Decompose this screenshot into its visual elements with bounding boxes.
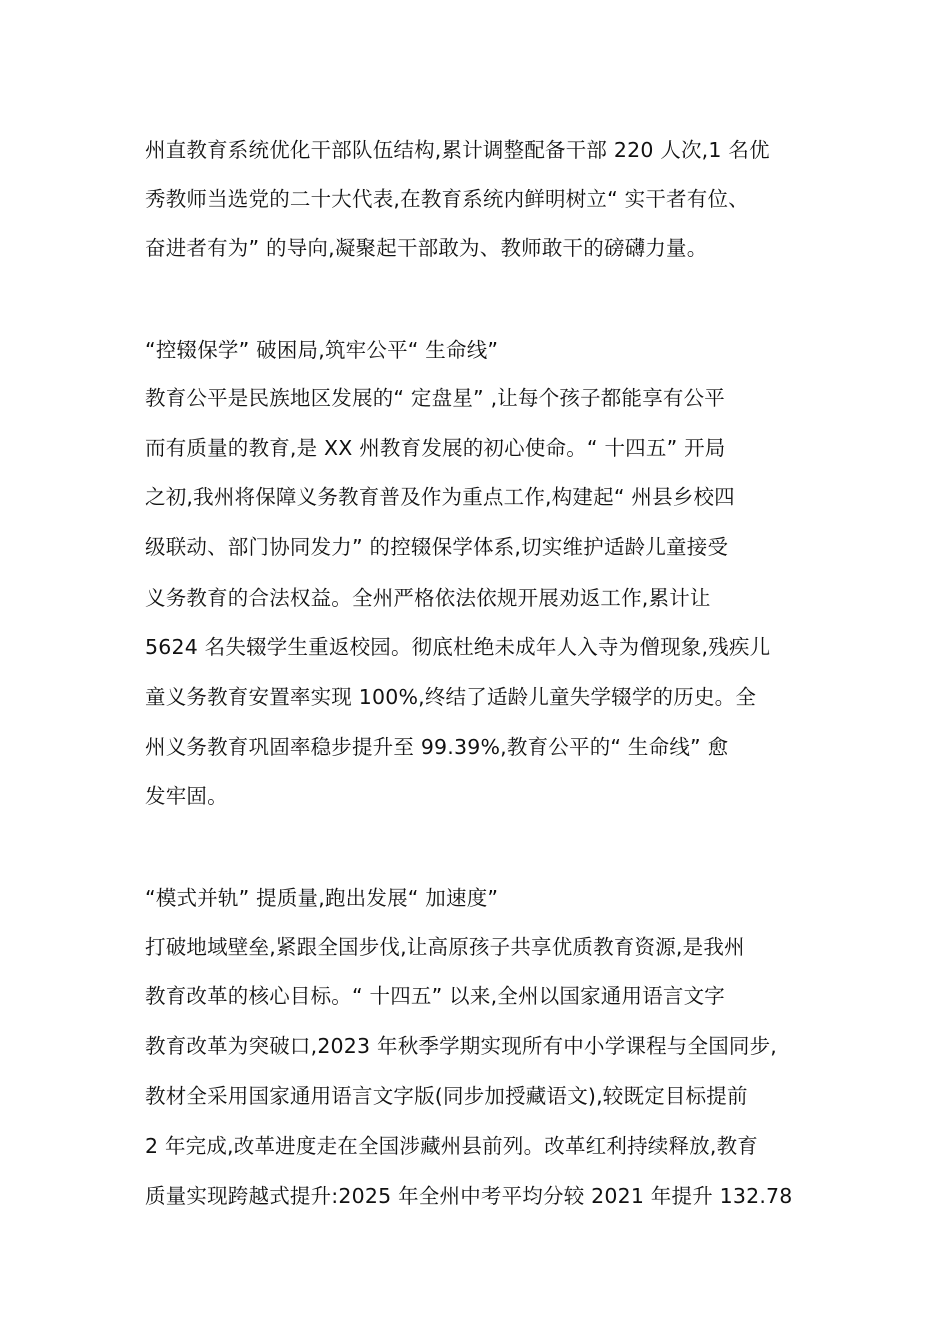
section-2-line-3: 教育改革为突破口,2023 年秋季学期实现所有中小学课程与全国同步, xyxy=(145,1034,778,1058)
section-1-line-3: 之初,我州将保障义务教育普及作为重点工作,构建起“ 州县乡校四 xyxy=(145,485,735,509)
section-1-line-4: 级联动、部门协同发力” 的控辍保学体系,切实维护适龄儿童接受 xyxy=(145,535,729,559)
section-2-line-4: 教材全采用国家通用语言文字版(同步加授藏语文),较既定目标提前 xyxy=(145,1084,748,1108)
section-1-line-2: 而有质量的教育,是 XX 州教育发展的初心使命。“ 十四五” 开局 xyxy=(145,436,726,460)
section-2-heading: “模式并轨” 提质量,跑出发展“ 加速度” xyxy=(145,886,499,910)
paragraph-1-line-2: 秀教师当选党的二十大代表,在教育系统内鲜明树立“ 实干者有位、 xyxy=(145,187,749,211)
section-2-line-1: 打破地域壁垒,紧跟全国步伐,让高原孩子共享优质教育资源,是我州 xyxy=(145,935,745,959)
section-1-line-5: 义务教育的合法权益。全州严格依法依规开展劝返工作,累计让 xyxy=(145,586,711,610)
section-1-line-6: 5624 名失辍学生重返校园。彻底杜绝未成年人入寺为僧现象,残疾儿 xyxy=(145,635,771,659)
section-1-line-7: 童义务教育安置率实现 100%,终结了适龄儿童失学辍学的历史。全 xyxy=(145,685,757,709)
section-1-line-1: 教育公平是民族地区发展的“ 定盘星” ,让每个孩子都能享有公平 xyxy=(145,386,725,410)
section-1-line-9: 发牢固。 xyxy=(145,784,228,808)
section-1-heading: “控辍保学” 破困局,筑牢公平“ 生命线” xyxy=(145,338,499,362)
paragraph-1-line-3: 奋进者有为” 的导向,凝聚起干部敢为、教师敢干的磅礴力量。 xyxy=(145,236,708,260)
section-2-line-5: 2 年完成,改革进度走在全国涉藏州县前列。改革红利持续释放,教育 xyxy=(145,1134,758,1158)
section-2-line-2: 教育改革的核心目标。“ 十四五” 以来,全州以国家通用语言文字 xyxy=(145,984,725,1008)
paragraph-1-line-1: 州直教育系统优化干部队伍结构,累计调整配备干部 220 人次,1 名优 xyxy=(145,138,770,162)
section-1-line-8: 州义务教育巩固率稳步提升至 99.39%,教育公平的“ 生命线” 愈 xyxy=(145,735,729,759)
section-2-line-6: 质量实现跨越式提升:2025 年全州中考平均分较 2021 年提升 132.78 xyxy=(145,1184,793,1208)
